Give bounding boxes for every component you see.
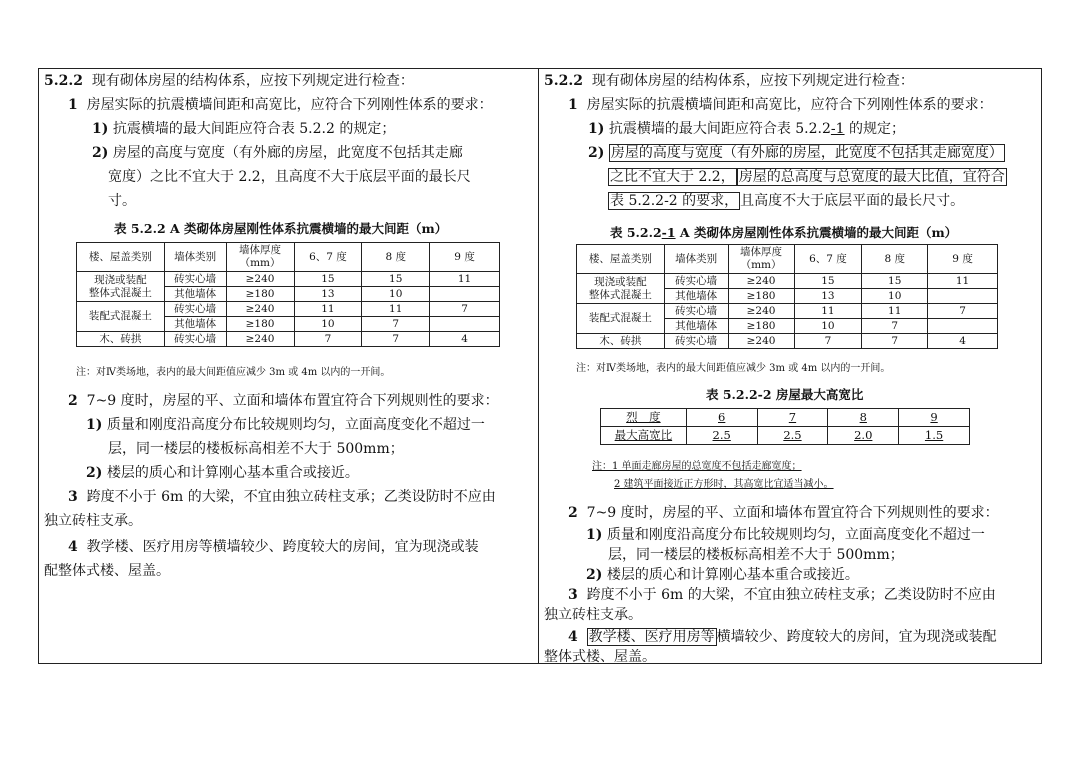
- table1-caption: 表 5.2.2-1 A 类砌体房屋刚性体系抗震横墙的最大间距（m）: [610, 225, 958, 240]
- item-2-2: 2) 楼层的质心和计算刚心基本重合或接近。: [586, 567, 859, 583]
- table-row: 其他墙体 ≥180 13 10: [77, 287, 500, 302]
- item-1-2-line2: 宽度）之比不宜大于 2.2，且高度不大于底层平面的最长尺: [108, 169, 471, 185]
- item-4-line1: 4 教学楼、医疗用房等 横墙较少、跨度较大的房间，宜为现浇或装配: [568, 629, 997, 645]
- item-2-2: 2) 楼层的质心和计算刚心基本重合或接近。: [86, 465, 359, 481]
- item-2: 2 7~9 度时，房屋的平、立面和墙体布置宜符合下列规则性的要求：: [68, 393, 499, 409]
- table-row: 现浇或装配 整体式混凝土 砖实心墙 ≥240 15 15 11: [77, 272, 500, 287]
- item-1-2-line3: 表 5.2.2-2 的要求， 且高度不大于底层平面的最长尺寸。: [610, 193, 965, 209]
- table-row: 装配式混凝土 砖实心墙 ≥240 11 11 7: [577, 304, 998, 319]
- item-1-2-line3: 寸。: [108, 193, 136, 209]
- table-note: 注：对Ⅳ类场地，表内的最大间距值应减少 3m 或 4m 以内的一开间。: [76, 367, 391, 378]
- table2-note-1: 注：1 单面走廊房屋的总宽度不包括走廊宽度；: [592, 461, 802, 472]
- revision-box: 房屋的高度与宽度（有外廊的房屋，此宽度不包括其走廊宽度）: [610, 145, 1003, 161]
- table-header-row: 楼、屋盖类别 墙体类别 墙体厚度 （mm） 6、7 度 8 度 9 度: [77, 243, 500, 272]
- column-divider: [538, 68, 539, 664]
- revision-box: 房屋的总高度与总宽度的最大比值，宜符合: [738, 169, 1005, 185]
- table1-note: 注：对Ⅳ类场地，表内的最大间距值应减少 3m 或 4m 以内的一开间。: [576, 363, 891, 374]
- wall-spacing-table: [576, 244, 998, 349]
- item-1: 1 房屋实际的抗震横墙间距和高宽比，应符合下列刚性体系的要求：: [568, 97, 993, 113]
- item-3-line1: 3 跨度不小于 6m 的大梁，不宜由独立砖柱支承；乙类设防时不应由: [68, 489, 496, 505]
- item-1-1: 1) 抗震横墙的最大间距应符合表 5.2.2 的规定；: [92, 121, 396, 137]
- table-row: 其他墙体 ≥180 13 10: [577, 289, 998, 304]
- section-5-2-2: 5.2.2 现有砌体房屋的结构体系，应按下列规定进行检查：: [544, 73, 914, 89]
- item-1-2-line1: 2) 房屋的高度与宽度（有外廊的房屋，此宽度不包括其走廊宽度）: [588, 145, 1003, 161]
- table-row: 最大高宽比 2.5 2.5 2.0 1.5: [601, 427, 970, 445]
- item-2-1-line2: 层，同一楼层的楼板标高相差不大于 500mm；: [608, 547, 904, 563]
- table-row: 其他墙体 ≥180 10 7: [577, 319, 998, 334]
- revision-box: 之比不宜大于 2.2，: [610, 169, 735, 185]
- height-width-ratio-table: [600, 408, 970, 445]
- table-row: 烈 度 6 7 8 9: [601, 409, 970, 427]
- item-1-2-line2: [608, 168, 1007, 186]
- item-4-line2: 整体式楼、屋盖。: [544, 649, 656, 665]
- item-3-line2: 独立砖柱支承。: [544, 607, 642, 623]
- revision-box: 教学楼、医疗用房等: [588, 629, 715, 645]
- table-row: 木、砖拱 砖实心墙 ≥240 7 7 4: [77, 332, 500, 347]
- table-header-row: 楼、屋盖类别 墙体类别 墙体厚度 （mm） 6、7 度 8 度 9 度: [577, 245, 998, 274]
- item-1-1: 1) 抗震横墙的最大间距应符合表 5.2.2-1 的规定；: [588, 121, 905, 137]
- table2-caption: 表 5.2.2-2 房屋最大高宽比: [706, 387, 864, 402]
- item-1-2-line1: 2) 房屋的高度与宽度（有外廊的房屋，此宽度不包括其走廊: [92, 145, 463, 161]
- item-2: 2 7~9 度时，房屋的平、立面和墙体布置宜符合下列规则性的要求：: [568, 505, 999, 521]
- wall-spacing-table: [76, 242, 500, 347]
- section-5-2-2: 5.2.2 现有砌体房屋的结构体系，应按下列规定进行检查：: [44, 73, 414, 89]
- table-row: 装配式混凝土 砖实心墙 ≥240 11 11 7: [77, 302, 500, 317]
- item-1: 1 房屋实际的抗震横墙间距和高宽比，应符合下列刚性体系的要求：: [68, 97, 493, 113]
- table-row: 木、砖拱 砖实心墙 ≥240 7 7 4: [577, 334, 998, 349]
- item-2-1-line1: 1) 质量和刚度沿高度分布比较规则均匀，立面高度变化不超过一: [586, 527, 985, 543]
- item-4-line1: 4 教学楼、医疗用房等横墙较少、跨度较大的房间，宜为现浇或装: [68, 539, 479, 555]
- item-2-1-line2: 层，同一楼层的楼板标高相差不大于 500mm；: [108, 441, 404, 457]
- table-row: 其他墙体 ≥180 10 7: [77, 317, 500, 332]
- item-4-line2: 配整体式楼、屋盖。: [44, 563, 170, 579]
- table-caption: 表 5.2.2 A 类砌体房屋刚性体系抗震横墙的最大间距（m）: [114, 221, 448, 236]
- item-3-line2: 独立砖柱支承。: [44, 513, 142, 529]
- table-row: 现浇或装配 整体式混凝土 砖实心墙 ≥240 15 15 11: [577, 274, 998, 289]
- item-3-line1: 3 跨度不小于 6m 的大梁，不宜由独立砖柱支承；乙类设防时不应由: [568, 587, 996, 603]
- revision-box: 表 5.2.2-2 的要求，: [610, 193, 739, 209]
- table2-note-2: 2 建筑平面接近正方形时，其高宽比宜适当减小。: [614, 479, 834, 490]
- item-2-1-line1: 1) 质量和刚度沿高度分布比较规则均匀，立面高度变化不超过一: [86, 417, 485, 433]
